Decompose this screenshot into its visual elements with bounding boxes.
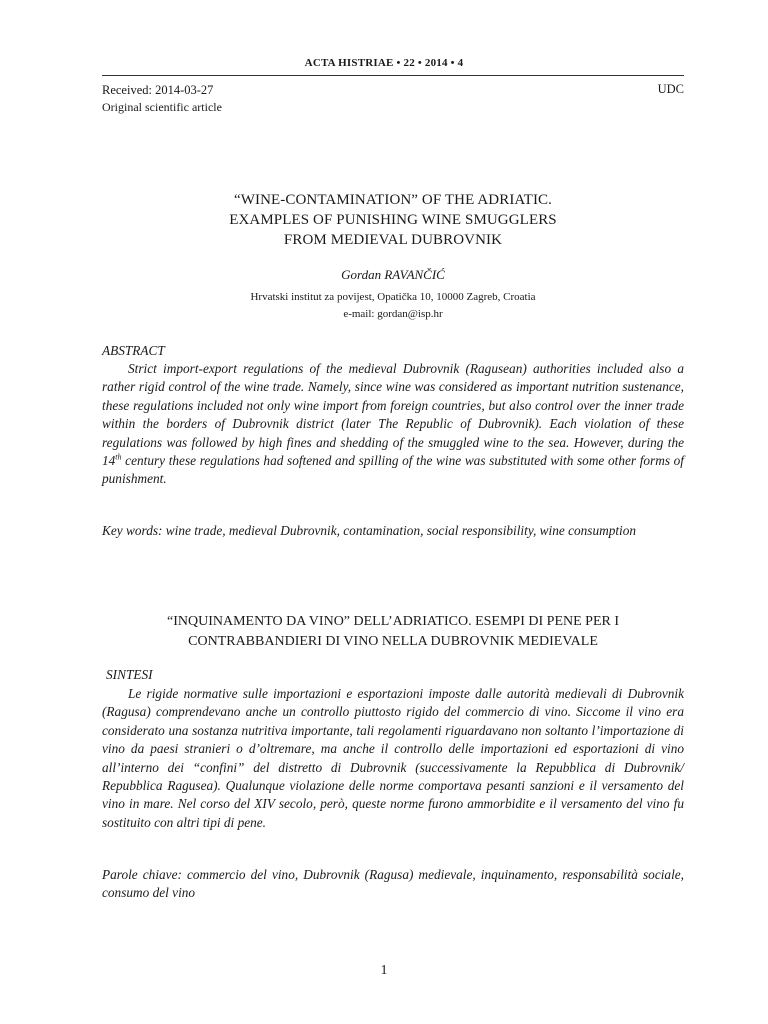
header-rule (102, 75, 684, 76)
page-number: 1 (380, 963, 388, 978)
article-type: Original scientific article (102, 100, 222, 114)
running-head: ACTA HISTRIAE • 22 • 2014 • 4 (304, 57, 464, 69)
italian-title (102, 612, 684, 651)
sintesi-body (102, 685, 684, 832)
italian-title-line-2: CONTRABBANDIERI DI VINO NELLA DUBROVNIK MEDIEVALE (188, 633, 598, 649)
abstract-superscript: th (115, 452, 122, 462)
italian-keywords: Parole chiave: commercio del vino, Dubrovnik (Ragusa) medievale, inquinamento, responsabilità sociale, consumo del vino (102, 867, 684, 901)
author-affiliation-block (102, 289, 684, 323)
title-line-2: EXAMPLES OF PUNISHING WINE SMUGGLERS (229, 212, 557, 228)
abstract-text-part-1: Strict import-export regulations of the medieval Dubrovnik (Ragusean) authorities included also a rather rigid control of the wine trade. Namely, since wine was considered as important nutrition sustenance, these regulations included not only wine import from foreign countries, but also control over the inner trade within the borders of Dubrovnik district (later The Republic of Dubrovnik). Each violation of these regulations was followed by high fines and shedding of the smuggled wine to the sea. However, during the 14 (102, 361, 684, 469)
italian-title-line-1: “INQUINAMENTO DA VINO” DELL’ADRIATICO. ESEMPI DI PENE PER I (167, 614, 619, 629)
sintesi-paragraph: Le rigide normative sulle importazioni e esportazioni imposte dalle autorità medievali di Dubrovnik (Ragusa) comprendevano anche un controllo piuttosto rigido del commercio di vino. Siccome il vino era considerato una sostanza nutritiva importante, tali regolamenti riguardavano non soltanto l’importazione di vino da paesi stranieri o d’oltremare, ma anche il controllo delle importazioni ed esportazioni di vino all’interno dei “confini” del distretto di Dubrovnik (successivamente la Repubblica di Dubrovnik/ Repubblica Ragusea). Qualunque violazione delle norme comportava pesanti sanzioni e il versamento del vino in mare. Nel corso del XIV secolo, però, queste norme furono ammorbidite e il versamento del vino fu sostituito con altri tipi di pene. (102, 686, 684, 830)
received-date: Received: 2014-03-27 (102, 83, 214, 97)
abstract-body (102, 360, 684, 489)
abstract-paragraph (102, 360, 684, 489)
title-line-1: “WINE-CONTAMINATION” OF THE ADRIATIC. (233, 192, 552, 208)
author-affiliation: Hrvatski institut za povijest, Opatička 10, 10000 Zagreb, Croatia (250, 291, 536, 303)
article-meta (102, 82, 222, 116)
abstract-keywords: Key words: wine trade, medieval Dubrovnik, contamination, social responsibility, wine consumption (102, 523, 637, 538)
udc-label: UDC (657, 82, 684, 96)
title-line-3: FROM MEDIEVAL DUBROVNIK (283, 232, 503, 248)
sintesi-heading: SINTESI (106, 667, 153, 682)
author-name: Gordan RAVANČIĆ (341, 267, 445, 282)
abstract-heading: ABSTRACT (102, 343, 165, 358)
abstract-text-part-2: century these regulations had softened and spilling of the wine was substituted with some other forms of punishment. (102, 453, 684, 487)
author-email: e-mail: gordan@isp.hr (343, 308, 443, 320)
article-title (102, 190, 684, 250)
